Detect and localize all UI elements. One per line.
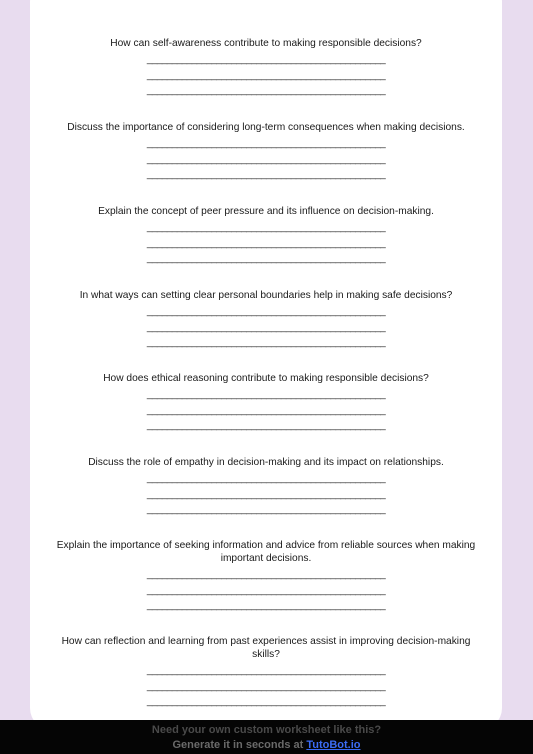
answer-line[interactable]: ________________________________________________ <box>146 237 386 249</box>
answer-line[interactable]: ________________________________________________ <box>146 665 386 676</box>
question-text: How can reflection and learning from past experiences assist in improving decision-making skills? <box>61 636 471 660</box>
answer-line[interactable]: ________________________________________________ <box>146 584 386 596</box>
answer-line[interactable]: ________________________________________________ <box>146 138 386 149</box>
promo-subline-text: Generate it in seconds at <box>172 739 307 751</box>
answer-line[interactable]: ________________________________________________ <box>146 222 386 233</box>
question-4 <box>30 289 502 351</box>
question-text: Discuss the importance of considering long-term consequences when making decisions. <box>67 122 465 133</box>
answer-line[interactable]: ________________________________________________ <box>146 488 386 500</box>
question-text: How does ethical reasoning contribute to making responsible decisions? <box>103 373 429 384</box>
answer-line[interactable]: ________________________________________________ <box>146 404 386 416</box>
answer-line[interactable]: ________________________________________________ <box>146 54 386 65</box>
answer-line[interactable]: ________________________________________________ <box>146 153 386 165</box>
answer-line[interactable]: ________________________________________________ <box>146 696 386 707</box>
answer-line[interactable]: ________________________________________________ <box>146 306 386 317</box>
answer-line[interactable]: ________________________________________________ <box>146 253 386 264</box>
answer-line[interactable]: ________________________________________________ <box>146 504 386 515</box>
question-7 <box>30 539 502 614</box>
question-1 <box>30 37 502 99</box>
answer-line[interactable]: ________________________________________________ <box>146 69 386 81</box>
question-2 <box>30 121 502 183</box>
question-text: How can self-awareness contribute to making responsible decisions? <box>110 38 422 49</box>
question-text: Explain the importance of seeking information and advice from reliable sources when making important decisions. <box>56 540 476 564</box>
tutobot-link[interactable]: TutoBot.io <box>306 739 361 751</box>
answer-line[interactable]: ________________________________________________ <box>146 420 386 431</box>
question-text: Explain the concept of peer pressure and its influence on decision-making. <box>98 206 434 217</box>
answer-line[interactable]: ________________________________________________ <box>146 337 386 348</box>
question-5 <box>30 372 502 434</box>
answer-line[interactable]: ________________________________________________ <box>146 169 386 180</box>
question-6 <box>30 456 502 518</box>
answer-line[interactable]: ________________________________________________ <box>146 389 386 400</box>
answer-line[interactable]: ________________________________________________ <box>146 85 386 96</box>
question-text: Discuss the role of empathy in decision-making and its impact on relationships. <box>88 457 444 468</box>
answer-line[interactable]: ________________________________________________ <box>146 321 386 333</box>
answer-line[interactable]: ________________________________________________ <box>146 473 386 484</box>
worksheet-page <box>30 0 502 730</box>
answer-line[interactable]: ________________________________________________ <box>146 600 386 611</box>
question-8 <box>30 635 502 710</box>
promo-subline <box>0 739 533 751</box>
question-3 <box>30 205 502 267</box>
promo-footer <box>0 720 533 754</box>
question-text: In what ways can setting clear personal boundaries help in making safe decisions? <box>79 290 453 301</box>
answer-line[interactable]: ________________________________________________ <box>146 680 386 692</box>
answer-line[interactable]: ________________________________________________ <box>146 569 386 580</box>
promo-headline: Need your own custom worksheet like this? <box>151 724 382 736</box>
